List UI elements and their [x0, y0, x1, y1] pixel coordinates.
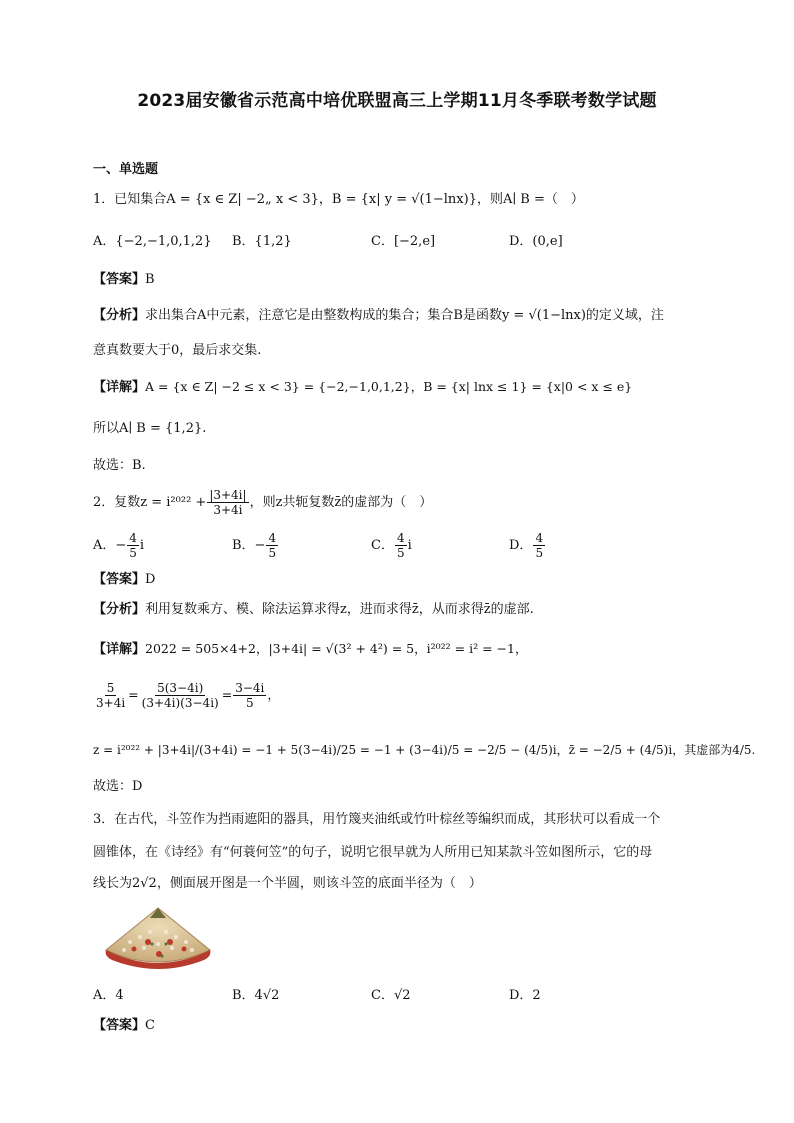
q2-detail-line1 [93, 639, 527, 660]
q2-stem-post: ，则z共轭复数z̄的虚部为（ ） [249, 495, 433, 510]
q3-option-b: B．4√2 [232, 988, 280, 1003]
q2-detail2-lhs-den: 3+4i [96, 696, 126, 710]
answer-tag: 【答案】 [93, 1018, 146, 1033]
q1-analysis-text-1: 求出集合A中元素，注意它是由整数构成的集合；集合B是函数y = √(1−lnx)的定义域，注 [145, 308, 664, 323]
q3-stem-line3: 线长为2√2，侧面展开图是一个半圆，则该斗笠的底面半径为（ ） [93, 876, 482, 891]
q3-option-d: D．2 [509, 988, 541, 1003]
q3-answer: C [145, 1018, 155, 1033]
q2-option-c-num: 4 [396, 531, 405, 545]
q1-choose: 故选：B. [93, 458, 146, 473]
q1-option-d: D．(0,e] [509, 234, 563, 249]
q2-stem-pre: 2．复数z = i²⁰²² + [93, 495, 207, 510]
equals-sign: = [128, 687, 139, 702]
q2-detail2-mid-den: (3+4i)(3−4i) [141, 696, 219, 710]
answer-tag: 【答案】 [93, 272, 146, 287]
q2-option-c [371, 531, 412, 560]
q2-option-d-frac [533, 531, 545, 560]
q1-detail-text: A = {x ∈ Z| −2 ≤ x < 3} = {−2,−1,0,1,2}，B = {x| lnx ≤ 1} = {x|0 < x ≤ e} [145, 379, 633, 394]
q2-analysis-text: 利用复数乘方、模、除法运算求得z，进而求得z̄，从而求得z̄的虚部. [145, 602, 534, 617]
q2-option-b-num: 4 [268, 531, 277, 545]
q2-stem-frac-den: 3+4i [213, 503, 243, 517]
q2-stem [93, 488, 432, 517]
q1-detail-line [93, 377, 632, 398]
page-title: 2023届安徽省示范高中培优联盟高三上学期11月冬季联考数学试题 [137, 91, 657, 111]
q2-detail2-lhs-num: 5 [106, 681, 115, 695]
q2-detail2-lhs [94, 681, 127, 710]
q2-option-a-den: 5 [129, 546, 137, 560]
q2-detail2-rhs-den: 5 [245, 696, 254, 710]
answer-tag: 【答案】 [93, 572, 146, 587]
analysis-tag: 【分析】 [93, 308, 146, 323]
q2-option-a-prefix: A．− [93, 538, 127, 553]
q2-option-d-prefix: D． [509, 538, 533, 553]
equals-sign: = [221, 687, 233, 702]
q1-option-a: A．{−2,−1,0,1,2} [93, 234, 212, 249]
q2-stem-frac-num: |3+4i| [209, 488, 247, 502]
comma: ， [267, 687, 280, 702]
q2-option-c-frac [395, 531, 407, 560]
q2-option-c-suffix: i [407, 538, 412, 553]
detail-tag: 【详解】 [93, 380, 146, 395]
q2-option-b [232, 531, 279, 560]
q2-option-c-prefix: C． [371, 538, 394, 553]
q1-analysis-line2: 意真数要大于0，最后求交集. [93, 343, 262, 358]
q3-option-a: A．4 [93, 988, 124, 1003]
q2-choose: 故选：D [93, 779, 143, 794]
q2-option-a-num: 4 [129, 531, 137, 545]
q2-detail2-rhs-num: 3−4i [235, 681, 265, 695]
analysis-tag: 【分析】 [93, 602, 146, 617]
q2-detail-line3: z = i²⁰²² + |3+4i|/(3+4i) = −1 + 5(3−4i)/25 = −1 + (3−4i)/5 = −2/5 − (4/5)i，z̄ = −2/5 + (4/5)i，其虚部为4/5. [93, 743, 756, 757]
bamboo-hat-image [100, 904, 216, 970]
q2-detail2-mid [140, 681, 221, 710]
q2-analysis-line [93, 600, 534, 620]
q2-option-a [93, 531, 144, 560]
q3-stem-line2: 圆锥体，在《诗经》有“何蓑何笠”的句子，说明它很早就为人所用已知某款斗笠如图所示，它的母 [93, 845, 653, 860]
q2-option-a-suffix: i [139, 538, 145, 553]
detail-tag: 【详解】 [93, 642, 146, 657]
q3-stem-line1: 3．在古代，斗笠作为挡雨遮阳的器具，用竹篾夹油纸或竹叶棕丝等编织而成，其形状可以看成一个 [93, 812, 661, 827]
q3-answer-line [93, 1016, 155, 1036]
q2-option-d [509, 531, 546, 560]
q2-option-c-den: 5 [396, 546, 405, 560]
q3-option-c: C．√2 [371, 988, 411, 1003]
q1-option-c: C．[−2,e] [371, 234, 436, 249]
q2-stem-fraction [207, 488, 248, 517]
q1-answer-line [93, 270, 155, 290]
q2-option-b-frac [266, 531, 278, 560]
q1-option-b: B．{1,2} [232, 234, 292, 249]
q2-option-a-frac [127, 531, 139, 560]
q2-option-b-prefix: B．− [232, 538, 266, 553]
q2-answer-line [93, 570, 155, 590]
q2-answer: D [145, 572, 156, 587]
q2-detail2-rhs [233, 681, 266, 710]
q2-option-d-den: 5 [535, 546, 544, 560]
q2-detail-line2 [93, 680, 280, 711]
q1-answer: B [145, 272, 155, 287]
q1-analysis-line1 [93, 306, 664, 326]
q1-conclusion: 所以A∣ B = {1,2}. [93, 421, 207, 436]
q1-stem: 1．已知集合A = {x ∈ Z| −2„ x < 3}，B = {x| y = √(1−lnx)}，则A∣ B =（ ） [93, 192, 584, 207]
q2-option-b-den: 5 [268, 546, 277, 560]
q2-detail-text-1: 2022 = 505×4+2，|3+4i| = √(3² + 4²) = 5，i²⁰²² = i² = −1， [145, 641, 528, 656]
q2-option-d-num: 4 [535, 531, 544, 545]
q2-detail2-mid-num: 5(3−4i) [157, 681, 204, 695]
section-heading: 一、单选题 [93, 162, 159, 177]
